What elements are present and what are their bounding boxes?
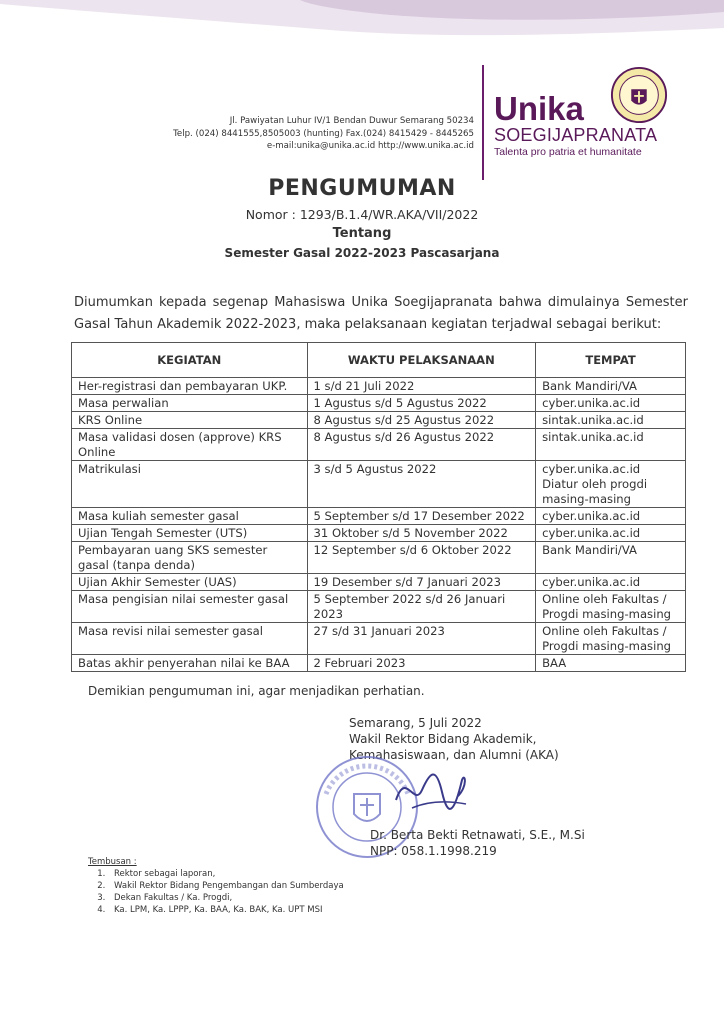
table-row	[72, 574, 686, 591]
table-row	[72, 429, 686, 461]
brand-subname: SOEGIJAPRANATA	[494, 125, 658, 145]
table-row	[72, 542, 686, 574]
copies-section	[88, 856, 344, 916]
activity-cell: Her-registrasi dan pembayaran UKP.	[72, 378, 308, 395]
announcement-subject: Semester Gasal 2022-2023 Pascasarjana	[224, 246, 500, 260]
intro-paragraph: Diumumkan kepada segenap Mahasiswa Unika Soegijapranata bahwa dimulainya Semester Gasal Tahun Akademik 2022-2023, maka pelaksanaan kegiatan terjadwal sebagai berikut:	[74, 295, 688, 332]
table-row	[72, 395, 686, 412]
time-cell: 3 s/d 5 Agustus 2022	[307, 461, 536, 508]
announcement-about: Tentang	[332, 226, 392, 241]
time-cell: 5 September s/d 17 Desember 2022	[307, 508, 536, 525]
place-cell: Bank Mandiri/VA	[536, 542, 686, 574]
activity-cell: Ujian Akhir Semester (UAS)	[72, 574, 308, 591]
activity-cell: Masa perwalian	[72, 395, 308, 412]
time-cell: 8 Agustus s/d 26 Agustus 2022	[307, 429, 536, 461]
activity-cell: KRS Online	[72, 412, 308, 429]
signer-npp: NPP: 058.1.1998.219	[370, 844, 497, 858]
place-cell: Online oleh Fakultas / Progdi masing-masing	[536, 623, 686, 655]
time-cell: 19 Desember s/d 7 Januari 2023	[307, 574, 536, 591]
table-row	[72, 623, 686, 655]
table-row	[72, 412, 686, 429]
address-line: Jl. Pawiyatan Luhur IV/1 Bendan Duwur Semarang 50234	[229, 116, 474, 126]
copy-recipient: 2. Wakil Rektor Bidang Pengembangan dan Sumberdaya	[108, 880, 344, 892]
brand-tagline: Talenta pro patria et humanitate	[494, 146, 642, 158]
activity-cell: Batas akhir penyerahan nilai ke BAA	[72, 655, 308, 672]
activity-cell: Ujian Tengah Semester (UTS)	[72, 525, 308, 542]
signature-scribble-icon	[392, 760, 472, 820]
copy-recipient: 4. Ka. LPM, Ka. LPPP, Ka. BAA, Ka. BAK, Ka. UPT MSI	[108, 904, 344, 916]
closing-statement: Demikian pengumuman ini, agar menjadikan perhatian.	[88, 684, 425, 698]
time-cell: 8 Agustus s/d 25 Agustus 2022	[307, 412, 536, 429]
column-header-place: TEMPAT	[536, 343, 686, 378]
place-cell: cyber.unika.ac.id	[536, 395, 686, 412]
table-row	[72, 378, 686, 395]
place-cell: Bank Mandiri/VA	[536, 378, 686, 395]
place-cell: cyber.unika.ac.id	[536, 508, 686, 525]
signer-identity	[370, 827, 585, 859]
announcement-heading: PENGUMUMAN	[268, 176, 456, 201]
activity-cell: Masa pengisian nilai semester gasal	[72, 591, 308, 623]
table-row	[72, 461, 686, 508]
time-cell: 27 s/d 31 Januari 2023	[307, 623, 536, 655]
email-line: e-mail:unika@unika.ac.id http://www.unika.ac.id	[266, 141, 474, 151]
copy-recipient: 1. Rektor sebagai laporan,	[108, 868, 344, 880]
time-cell: 2 Februari 2023	[307, 655, 536, 672]
time-cell: 5 September 2022 s/d 26 Januari 2023	[307, 591, 536, 623]
place-cell: BAA	[536, 655, 686, 672]
table-row	[72, 591, 686, 623]
brand-name: Unika	[494, 90, 584, 127]
column-header-activity: KEGIATAN	[72, 343, 308, 378]
copy-recipient: 3. Dekan Fakultas / Ka. Progdi,	[108, 892, 344, 904]
activity-cell: Masa kuliah semester gasal	[72, 508, 308, 525]
phone-line: Telp. (024) 8441555,8505003 (hunting) Fax.(024) 8415429 - 8445265	[173, 128, 474, 139]
place-cell: cyber.unika.ac.id	[536, 574, 686, 591]
place-cell: sintak.unika.ac.id	[536, 412, 686, 429]
place-cell: sintak.unika.ac.id	[536, 429, 686, 461]
table-row	[72, 525, 686, 542]
table-row	[72, 508, 686, 525]
announcement-number: Nomor : 1293/B.1.4/WR.AKA/VII/2022	[245, 207, 479, 222]
time-cell: 1 Agustus s/d 5 Agustus 2022	[307, 395, 536, 412]
signer-name: Dr. Berta Bekti Retnawati, S.E., M.Si	[370, 828, 585, 842]
place-date: Semarang, 5 Juli 2022	[349, 716, 482, 730]
copies-list	[88, 868, 344, 916]
table-header-row	[72, 343, 686, 378]
column-header-time: WAKTU PELAKSANAAN	[307, 343, 536, 378]
time-cell: 1 s/d 21 Juli 2022	[307, 378, 536, 395]
signer-position-line2: Kemahasiswaan, dan Alumni (AKA)	[349, 748, 559, 762]
time-cell: 12 September s/d 6 Oktober 2022	[307, 542, 536, 574]
university-brand	[494, 92, 657, 158]
place-cell: cyber.unika.ac.id	[536, 525, 686, 542]
place-cell: Online oleh Fakultas / Progdi masing-masing	[536, 591, 686, 623]
schedule-table	[71, 342, 686, 672]
table-row	[72, 655, 686, 672]
activity-cell: Matrikulasi	[72, 461, 308, 508]
activity-cell: Pembayaran uang SKS semester gasal (tanpa denda)	[72, 542, 308, 574]
signer-position-line1: Wakil Rektor Bidang Akademik,	[349, 732, 537, 746]
copies-title: Tembusan :	[88, 857, 137, 867]
activity-cell: Masa revisi nilai semester gasal	[72, 623, 308, 655]
header-wave-decoration	[0, 0, 724, 60]
activity-cell: Masa validasi dosen (approve) KRS Online	[72, 429, 308, 461]
time-cell: 31 Oktober s/d 5 November 2022	[307, 525, 536, 542]
place-cell: cyber.unika.ac.id Diatur oleh progdi masing-masing	[536, 461, 686, 508]
institution-address	[173, 115, 474, 153]
header-divider	[482, 65, 484, 180]
